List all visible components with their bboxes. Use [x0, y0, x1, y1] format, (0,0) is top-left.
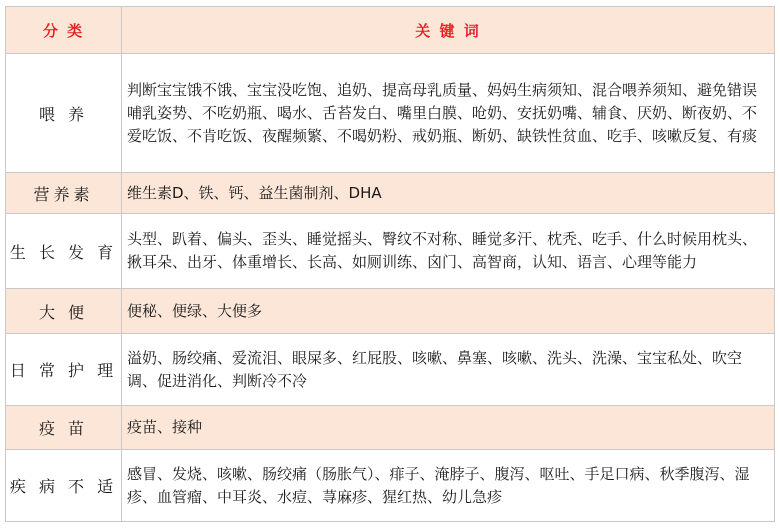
keywords-cell: 判断宝宝饿不饿、宝宝没吃饱、追奶、提高母乳质量、妈妈生病须知、混合喂养须知、避免错误哺乳姿势、不吃奶瓶、喝水、舌苔发白、嘴里白膜、呛奶、安抚奶嘴、辅食、厌奶、断夜奶、不爱吃饭、不肯吃饭、夜醒频繁、不喝奶粉、戒奶瓶、断奶、缺铁性贫血、吃手、咳嗽反复、有痰 [122, 54, 775, 173]
keywords-cell: 感冒、发烧、咳嗽、肠绞痛（肠胀气）、痱子、淹脖子、腹泻、呕吐、手足口病、秋季腹泻、湿疹、血管瘤、中耳炎、水痘、荨麻疹、猩红热、幼儿急疹 [122, 450, 775, 522]
category-cell: 疫 苗 [6, 406, 122, 450]
table-row [6, 214, 775, 289]
keywords-column-header: 关 键 词 [122, 7, 775, 54]
keywords-cell: 溢奶、肠绞痛、爱流泪、眼屎多、红屁股、咳嗽、鼻塞、咳嗽、洗头、洗澡、宝宝私处、吹空调、促进消化、判断冷不冷 [122, 334, 775, 406]
table-row [6, 173, 775, 214]
category-cell: 疾 病 不 适 [6, 450, 122, 522]
table-row [6, 334, 775, 406]
category-cell: 生 长 发 育 [6, 214, 122, 289]
keywords-cell: 头型、趴着、偏头、歪头、睡觉摇头、臀纹不对称、睡觉多汗、枕秃、吃手、什么时候用枕头、揪耳朵、出牙、体重增长、长高、如厕训练、囟门、高智商，认知、语言、心理等能力 [122, 214, 775, 289]
table-row [6, 450, 775, 522]
category-cell: 营养素 [6, 173, 122, 214]
table-row [6, 54, 775, 173]
table-row [6, 406, 775, 450]
table-row [6, 289, 775, 334]
keywords-cell: 疫苗、接种 [122, 406, 775, 450]
keyword-table [5, 6, 775, 522]
table-header-row [6, 7, 775, 54]
keyword-table-container [5, 6, 774, 522]
category-cell: 喂 养 [6, 54, 122, 173]
category-cell: 大 便 [6, 289, 122, 334]
category-cell: 日 常 护 理 [6, 334, 122, 406]
category-column-header: 分 类 [6, 7, 122, 54]
keywords-cell: 维生素D、铁、钙、益生菌制剂、DHA [122, 173, 775, 214]
keywords-cell: 便秘、便绿、大便多 [122, 289, 775, 334]
